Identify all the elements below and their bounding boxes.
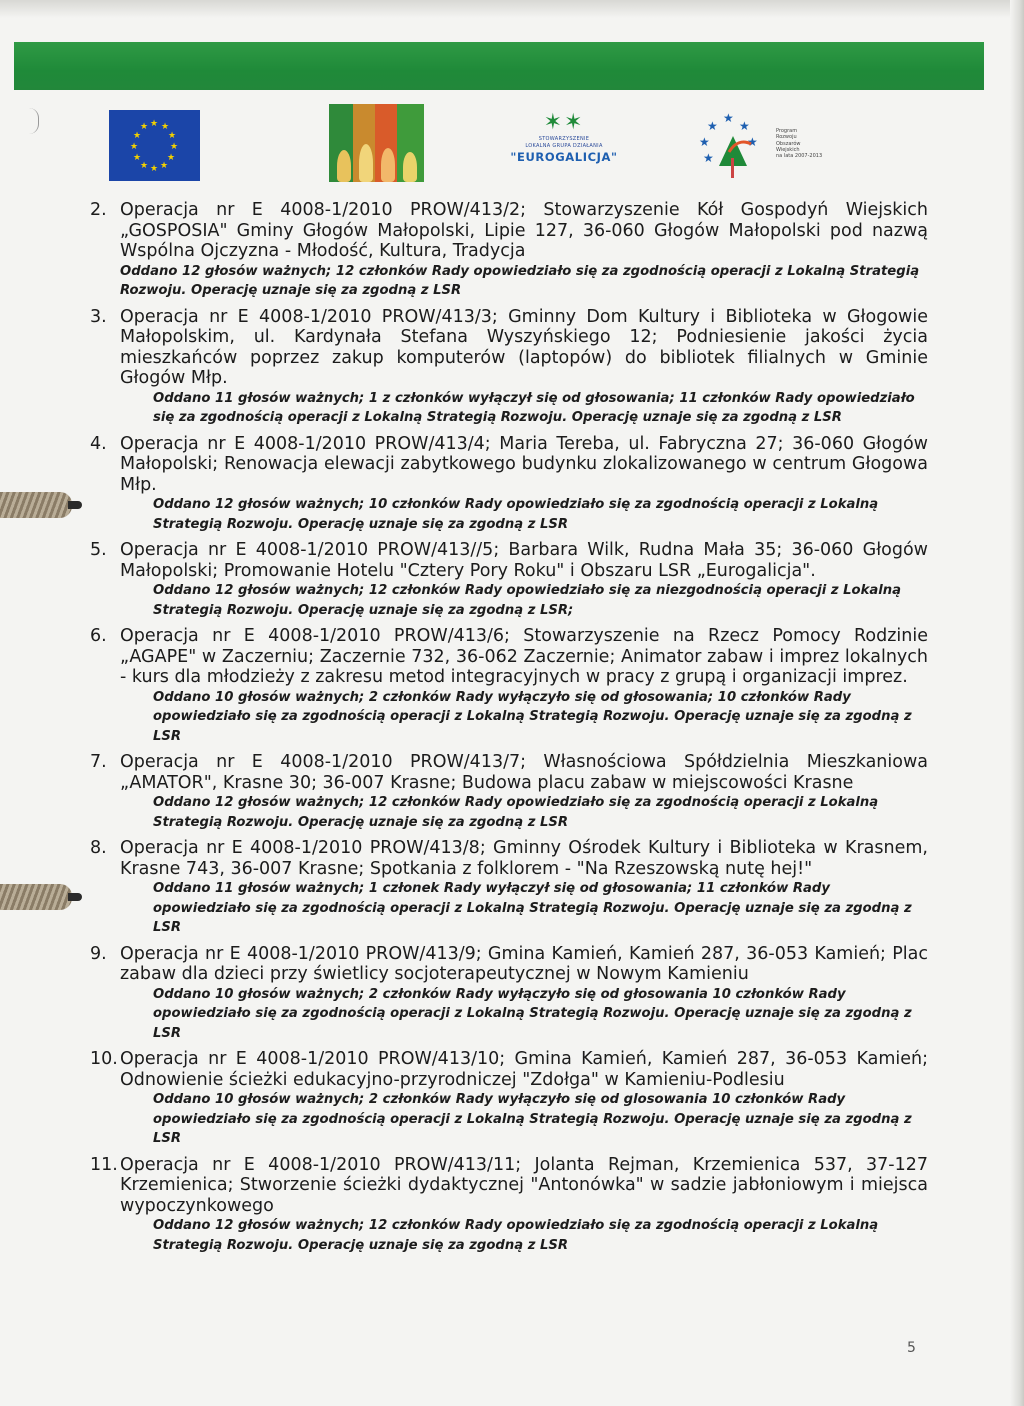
star-icon: ★ — [150, 164, 159, 174]
prow-logo — [695, 106, 771, 184]
item-number: 7. — [90, 752, 107, 772]
page-number: 5 — [907, 1340, 916, 1356]
star-icon: ★ — [133, 131, 142, 141]
vote-result: Oddano 11 głosów ważnych; 1 z członków wyłączył się od głosowania; 11 członków Rady opowiedziało się za zgodnością operacji z Lokalną Strategią Rozwoju. Operację uznaje się za zgodną z LSR — [153, 390, 915, 425]
eurogalicja-line1: STOWARZYSZENIE — [538, 136, 590, 142]
list-item — [90, 944, 928, 985]
prow-emblem-icon — [695, 106, 771, 184]
star-icon: ★ — [133, 153, 142, 163]
item-number: 9. — [90, 943, 107, 964]
margin-mark — [28, 108, 39, 134]
item-number: 10. — [90, 1049, 118, 1069]
list-item — [90, 307, 928, 389]
item-text: Operacja nr E 4008-1/2010 PROW/413/10; Gmina Kamień, Kamień 287, 36-053 Kamień; Odnowienie ścieżki edukacyjno-przyrodniczej "Zdołga" w Kamieniu-Podlesiu — [120, 1049, 928, 1090]
item-number: 5. — [90, 540, 107, 560]
star-icon: ★ — [130, 142, 139, 152]
people-icon: ✶✶ — [543, 110, 585, 135]
figure-icon — [337, 150, 351, 182]
item-text: Operacja nr E 4008-1/2010 PROW/413/2; Stowarzyszenie Kół Gospodyń Wiejskich „GOSPOSIA" Gminy Głogów Małopolski, Lipie 127, 36-060 Głogów Małopolski pod nazwą Wspólna Ojczyzna - Młodość, Kultura, Tradycja — [120, 200, 928, 261]
star-icon: ★ — [150, 119, 159, 129]
list-item — [90, 1049, 928, 1090]
binding-string — [0, 884, 72, 910]
header-banner — [14, 42, 984, 90]
figure-icon — [403, 152, 417, 182]
list-item — [90, 838, 928, 879]
item-text: Operacja nr E 4008-1/2010 PROW/413/9; Gmina Kamień, Kamień 287, 36-053 Kamień; Plac zabaw dla dzieci przy świetlicy socjoterapeutycznej w Nowym Kamieniu — [120, 943, 928, 984]
star-icon: ★ — [160, 161, 169, 171]
binding-string — [0, 492, 72, 518]
item-text: Operacja nr E 4008-1/2010 PROW/413/4; Maria Tereba, ul. Fabryczna 27; 36-060 Głogów Małopolski; Renowacja elewacji zabytkowego budynku zlokalizowanego w centrum Głogowa Młp. — [120, 433, 928, 495]
svg-text:★: ★ — [703, 151, 714, 165]
star-icon: ★ — [168, 131, 177, 141]
vote-result: Oddano 12 głosów ważnych; 12 członków Rady opowiedziało się za zgodnością operacji z Lokalną Strategią Rozwoju. Operację uznaje się za zgodną z LSR — [120, 263, 920, 298]
eurogalicja-name: "EUROGALICJA" — [510, 150, 618, 164]
svg-text:★: ★ — [739, 119, 750, 133]
svg-text:★: ★ — [699, 135, 710, 149]
list-item — [90, 200, 928, 262]
vote-result: Oddano 10 głosów ważnych; 2 członków Rady wyłączyło się od głosowania 10 członków Rady opowiedziało się za zgodnością operacji z Lokalną Strategią Rozwoju. Operację uznaje się za zgodną z LSR — [153, 986, 912, 1041]
vote-result: Oddano 12 głosów ważnych; 12 członków Rady opowiedziało się za zgodnością operacji z Lokalną Strategią Rozwoju. Operację uznaje się za zgodną z LSR — [153, 1218, 879, 1253]
svg-text:★: ★ — [723, 111, 734, 125]
item-number: 2. — [90, 200, 107, 220]
list-item — [90, 434, 928, 496]
star-icon: ★ — [161, 122, 170, 132]
item-text: Operacja nr E 4008-1/2010 PROW/413/7; Własnościowa Spółdzielnia Mieszkaniowa „AMATOR", Krasne 30; 36-007 Krasne; Budowa placu zabaw w miejscowości Krasne — [120, 752, 928, 793]
operations-list — [90, 200, 928, 1261]
item-text: Operacja nr E 4008-1/2010 PROW/413//5; Barbara Wilk, Rudna Mała 35; 36-060 Głogów Małopolski; Promowanie Hotelu "Cztery Pory Roku" i Obszaru LSR „Eurogalicja". — [120, 540, 928, 581]
vote-result: Oddano 11 głosów ważnych; 1 członek Rady wyłączył się od głosowania; 11 członków Rady opowiedziało się za zgodnością operacji z Lokalną Strategią Rozwoju. Operację uznaje się za zgodną z LSR — [153, 881, 912, 935]
vote-result: Oddano 12 głosów ważnych; 12 członków Rady opowiedziało się za zgodnością operacji z Lokalną Strategią Rozwoju. Operację uznaje się za zgodną z LSR — [153, 795, 879, 830]
leader-logo — [329, 104, 424, 182]
list-item — [90, 1155, 928, 1217]
item-text: Operacja nr E 4008-1/2010 PROW/413/8; Gminny Ośrodek Kultury i Biblioteka w Krasnem, Krasne 743, 36-007 Krasne; Spotkania z folklorem - "Na Rzeszowską nutę hej!" — [120, 838, 928, 879]
figure-icon — [381, 148, 395, 182]
star-icon: ★ — [140, 161, 149, 171]
item-text: Operacja nr E 4008-1/2010 PROW/413/3; Gminny Dom Kultury i Biblioteka w Głogowie Małopolskim, ul. Kardynała Stefana Wyszyńskiego 12; Podniesienie jakości życia mieszkańców poprzez zakup komputerów (laptopów) do bibliotek filialnych w Gminie Głogów Młp. — [120, 306, 928, 388]
star-icon: ★ — [170, 142, 179, 152]
vote-result: Oddano 10 głosów ważnych; 2 członków Rady wyłączyło się od głosowania; 10 członków Rady opowiedziało się za zgodnością operacji z Lokalną Strategią Rozwoju. Operację uznaje się za zgodną z LSR — [153, 689, 912, 744]
item-text: Operacja nr E 4008-1/2010 PROW/413/6; Stowarzyszenie na Rzecz Pomocy Rodzinie „AGAPE" w Zaczerniu; Zaczernie 732, 36-062 Zaczernie; Animator zabaw i imprez lokalnych - kurs dla młodzieży z zakresu metod integracyjnych w pracy z grupą i organizacji imprez. — [120, 626, 928, 687]
svg-text:★: ★ — [707, 119, 718, 133]
item-number: 6. — [90, 626, 107, 646]
star-icon: ★ — [167, 153, 176, 163]
eurogalicja-logo — [498, 110, 630, 184]
star-icon: ★ — [140, 122, 149, 132]
item-number: 4. — [90, 433, 107, 454]
item-number: 11. — [90, 1154, 118, 1175]
list-item — [90, 540, 928, 581]
scan-top-shadow — [0, 0, 1024, 18]
vote-result: Oddano 12 głosów ważnych; 12 członków Rady opowiedziało się za niezgodnością operacji z Lokalną Strategią Rozwoju. Operację uznaje się za zgodną z LSR; — [153, 583, 902, 618]
list-item — [90, 626, 928, 688]
list-item — [90, 752, 928, 793]
eurogalicja-line2: LOKALNA GRUPA DZIAŁANIA — [525, 143, 603, 149]
vote-result: Oddano 10 głosów ważnych; 2 członków Rady wyłączyło się od glosowania 10 członków Rady opowiedziało się za zgodnością operacji z Lokalną Strategią Rozwoju. Operację uznaje się za zgodną z LSR — [153, 1092, 912, 1146]
svg-text:★: ★ — [747, 135, 758, 149]
vote-result: Oddano 12 głosów ważnych; 10 członków Rady opowiedziało się za zgodnością operacji z Lokalną Strategią Rozwoju. Operację uznaje się za zgodną z LSR — [153, 497, 879, 532]
item-number: 3. — [90, 306, 107, 327]
figure-icon — [359, 144, 373, 182]
item-text: Operacja nr E 4008-1/2010 PROW/413/11; Jolanta Rejman, Krzemienica 537, 37-127 Krzemienica; Stworzenie ścieżki dydaktycznej "Antonówka" w sadzie jabłoniowym i miejsca wypoczynkowego — [120, 1154, 928, 1216]
eu-flag-logo — [109, 110, 200, 181]
scan-right-edge — [1010, 0, 1024, 1406]
item-number: 8. — [90, 838, 107, 858]
prow-caption: Program Rozwoju Obszarów Wiejskich na lata 2007-2013 — [776, 128, 823, 160]
